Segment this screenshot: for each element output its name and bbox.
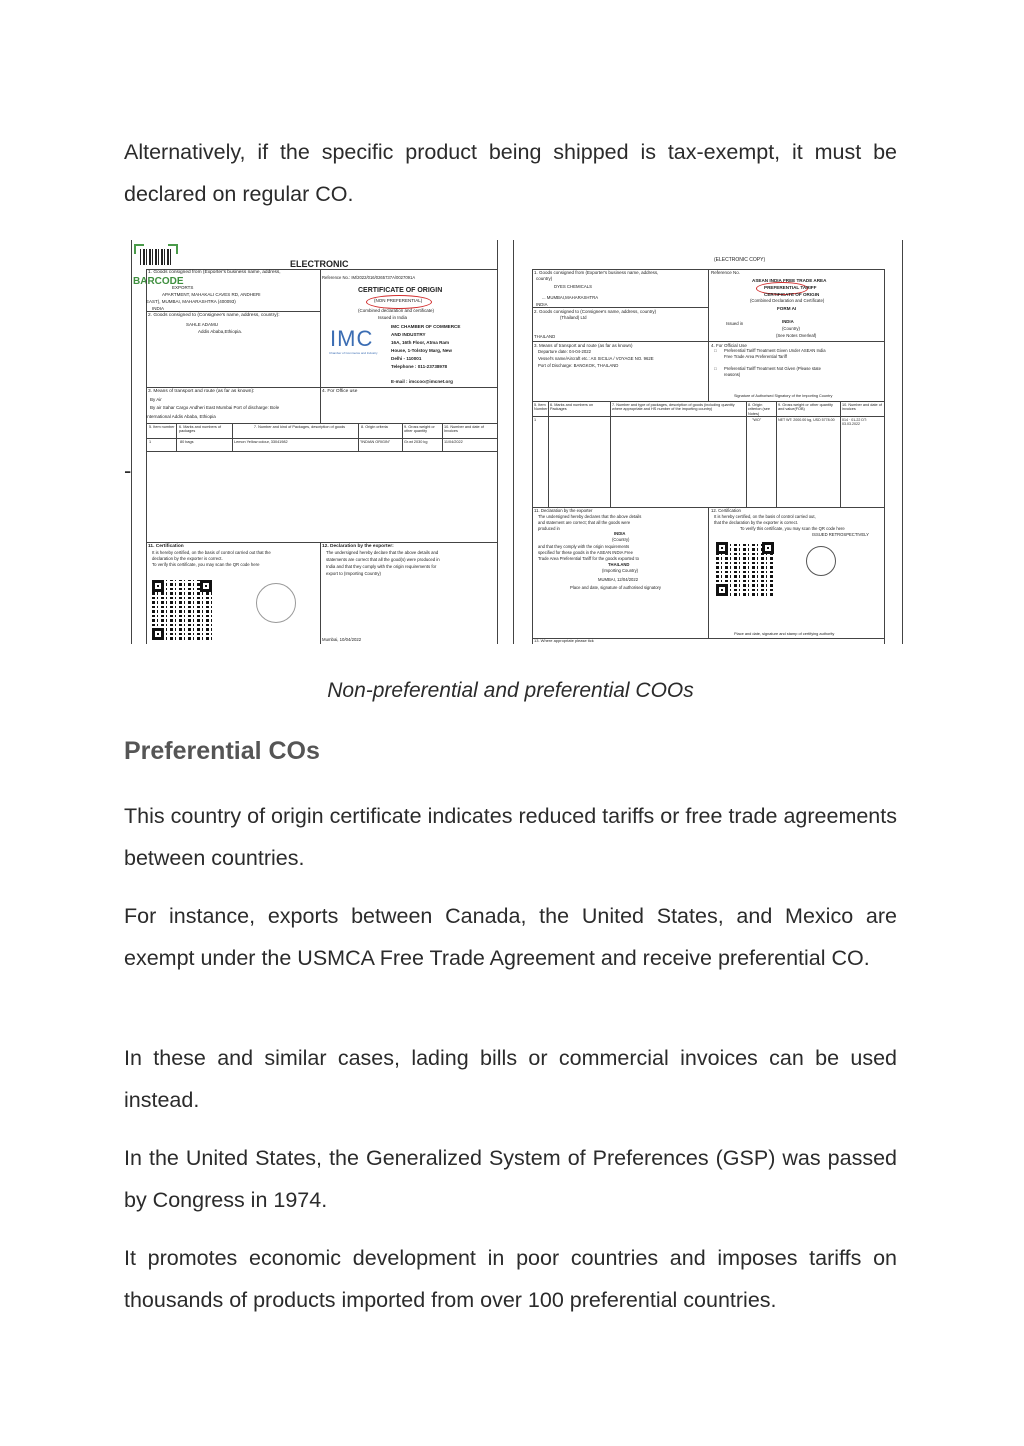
checkbox-icon: □ [714,348,717,353]
paragraph-alternatives: In these and similar cases, lading bills or commercial invoices can be used instead. [124,1046,897,1112]
non-preferential-certificate-image: BARCODE ELECTRONIC 1. Goods consigned from (Exporter's business name, address, EXPORTS APARTMENT, MAHAKALI CAVES RD, ANDHERI EAST), MUMBAI, MAHARASHTRA (400093) INDIA Reference No.: IM/2022/016/0265737A/0027091A CERTIFICATE OF ORIGIN (NON PREFERENTIAL) (Combined declaration and certificate) Issued in India 2. Goods consigned to (Consignee's name, address, country): SAHLE ADAMU Addis Ababa,Ethiopia. IMC Chamber of Commerce and Industry IMC CHAMBER OF COMMERCE AND INDUSTRY 16A, 16th Floor, Atma Ram House, 1-Tolstoy Marg, New Delhi - 110001 Telephone : 011-23738978 E-mail : imccoo@imcnet.org 3. Means of transport and route (as far as known): By Air By air Sahar Cargo Andheri East Mumbai Port of discharge: Bole International Addis Ababa, Ethiopia 4. For Office use 5. Item number 6. Marks and numbers of packages 7. Number and kind of Packages, description of goods 8. Origin criteria 9. Gross weight or other quantity 10. Number and date of Invoices 1 80 bags Lemon Yellow colour, 33041982 "INDIAN ORIGIN" Gr.wt 2030 kg 11/04/2022 11. Certification It is hereby certified, on the basis of control carried out that the declaration by the exporter is correct. To verify this certificate, you may scan the QR code here 12. Declaration by the exporter: The undersigned hereby declare that the above details and statements are correct that all the good(s) were produced in India and that they comply with the origin requirements for export to (Importing Country) Mumbai, 10/04/2022 [131,240,498,644]
checkbox-icon: □ [714,366,717,371]
preferential-certificate-image: (ELECTRONIC COPY) 1. Goods consigned from (Exporter's business name, address, country) DYES CHEMICALS ... MUMBAI,MAHARASHTRA INDIA Reference No. ASEAN INDIA FREE TRADE AREA PREFERENTIAL TARIFF CERTIFICATE OF ORIGIN (Combined Declaration and Certificate) FORM AI 2. Goods consigned to (Consignee's name, address, country) (Thailand) Ltd THAILAND Issued in INDIA (Country) (See Notes Overleaf) 3. Means of transport and route (as far as known) Departure date: 04-04-2022 Vessel's name/Aircraft etc.: AS SICILIA / VOYAGE NO. 962E Port of Discharge: BANGKOK, THAILAND 4. For Official Use □ Preferential Tariff Treatment Given Under ASEAN India Free Trade Area Preferential Tariff □ Preferential Tariff Treatment Not Given (Please state reasons) Signature of Authorised Signatory of the Importing Country 5. Item Number 6. Marks and numbers on Packages 7. Number and type of packages, description of goods (including quantity where appropriate and HS number of the importing country) 8. Origin criterion (see Notes) 9. Gross weight or other quantity and value(FOB) 10. Number and date of invoices 1 "WO" NET WT: 2000.00 kg, USD 5778.00 014 · 01-22 DT: 03.03.2022 11. Declaration by the exporter The undersigned hereby declares that the above details and statement are correct; that all the goods were produced in INDIA (Country) and that they comply with the origin requirements specified for these goods in the ASEAN INDIA Free Trade Area Preferential Tariff for the goods exported to THAILAND (Importing Country) MUMBAI, 12/04/2022 Place and date, signature of authorised signatory 12. Certification It is hereby certified, on the basis of control carried out, that the declaration by the exporter is correct. To verify this certificate, you may scan the QR code here ISSUED RETROSPECTIVELY Place and date, signature and stamp of certifying authority 13. Where appropriate please tick [513,240,903,644]
section-heading: Preferential COs [124,737,320,765]
intro-paragraph: Alternatively, if the specific product being shipped is tax-exempt, it must be declared on regular CO. [124,140,897,206]
stamp-icon [256,583,296,623]
cert-title: CERTIFICATE OF ORIGIN [358,287,443,294]
qr-code-icon [716,542,774,596]
barcode-logo-text: BARCODE [133,276,184,287]
paragraph-gsp-purpose: It promotes economic development in poor countries and imposes tariffs on thousands of products imported from over 100 preferential countries. [124,1246,897,1312]
paragraph-usmca: For instance, exports between Canada, the United States, and Mexico are exempt under the USMCA Free Trade Agreement and receive preferential CO. [124,904,897,970]
paragraph-definition: This country of origin certificate indicates reduced tariffs or free trade agreements between countries. [124,804,897,870]
doc-title: ELECTRONIC [290,259,349,269]
imc-logo: IMC [330,326,374,351]
list-dash: - [124,458,132,483]
paragraph-gsp: In the United States, the Generalized System of Preferences (GSP) was passed by Congress in 1974. [124,1146,897,1212]
emblem-icon [806,546,836,576]
doc-title: (ELECTRONIC COPY) [714,257,766,263]
figure-caption: Non-preferential and preferential COOs [327,679,694,702]
qr-code-icon [152,580,212,640]
